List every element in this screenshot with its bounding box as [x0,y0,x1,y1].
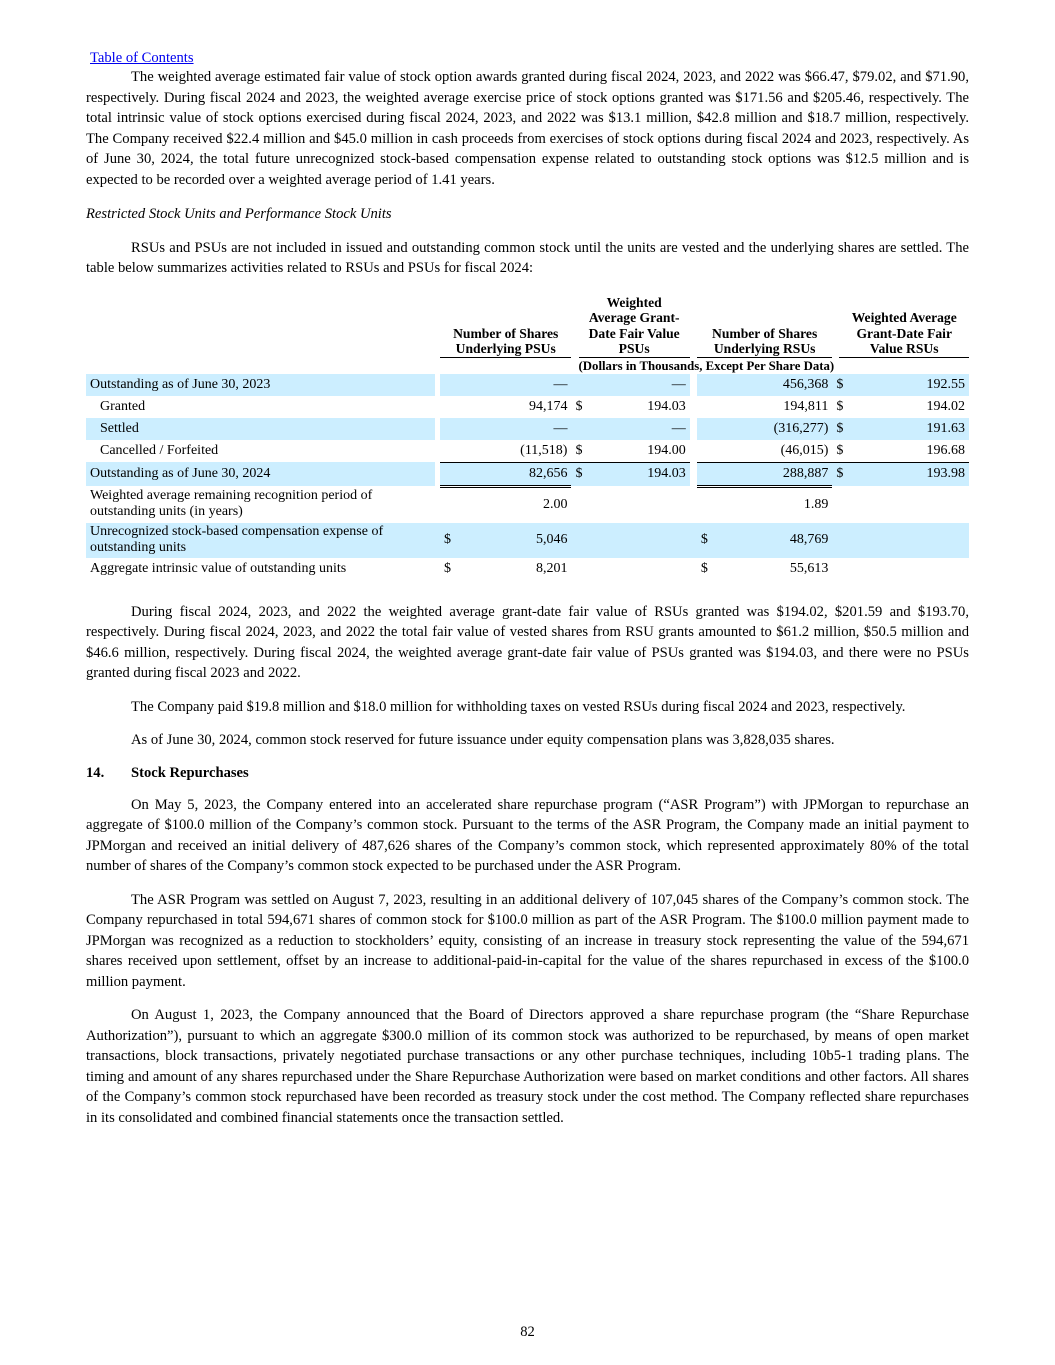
table-row [86,440,969,463]
row-label: Aggregate intrinsic value of outstanding units [90,560,347,576]
psu-fv-sign: $ [571,462,578,486]
rsu-summary-sign: $ [700,532,708,547]
table-row [86,486,969,523]
subheading-rsu-psu: Restricted Stock Units and Performance Stock Units [86,206,392,222]
psu-shares-cell: — [440,374,571,396]
rsu-shares-cell: 288,887 [697,462,833,486]
paragraph-share-repurchase-authorization: On August 1, 2023, the Company announced that the Board of Directors approved a share repurchase program (the “Share Repurchase Authorization”), pursuant to which an aggregate $300.0 million of its common stock was authorized to be repurchased, by means of open market transactions, block transactions, privately negotiated purchase transactions or any other purchase techniques, including 10b5-1 trading plans. The timing and amount of any shares repurchased under the Share Repurchase Authorization were based on market conditions and other factors. All shares of the Company’s common stock repurchased have been recorded as treasury stock under the cost method. The Company reflected share repurchases in its consolidated and combined financial statements once the transaction settled. [86,1007,969,1126]
header-psu-fair-value: Weighted Average Grant-Date Fair Value PSUs [579,295,690,358]
psu-summary-value: 8,201 [535,560,568,576]
rsu-summary-cell [697,523,833,558]
section-title: Stock Repurchases [131,764,249,781]
psu-summary-sign: $ [443,560,451,576]
psu-summary-cell [440,558,571,580]
psu-summary-sign: $ [443,532,451,547]
rsu-summary-sign: $ [700,560,708,576]
rsu-summary-value: 55,613 [789,560,829,576]
rsu-shares-cell: (46,015) [697,440,833,463]
rsu-fv-cell: 192.55 [839,374,969,396]
rsu-shares-cell: 194,811 [783,398,829,414]
header-rsu-fair-value: Weighted Average Grant-Date Fair Value RSUs [839,295,969,358]
psu-fv-cell: — [579,418,690,440]
paragraph-rsu-grant-values: During fiscal 2024, 2023, and 2022 the weighted average grant-date fair value of RSUs granted was $194.02, $201.59 and $193.70, respectively. During fiscal 2024, 2023, and 2022 the total fair value of vested shares from RSU grants amounted to $61.2 million, $50.5 million and $46.6 million, respectively. During fiscal 2024, the weighted average grant-date fair value of PSUs granted was $194.03, and there were no PSUs granted during fiscal 2023 and 2022. [86,603,969,681]
page-content [86,50,969,1128]
psu-fv-sign [571,418,578,440]
psu-fv-cell: 194.03 [579,462,690,486]
psu-shares-cell: (11,518) [440,440,571,463]
section-number: 14. [86,764,105,781]
paragraph-withholding-taxes: The Company paid $19.8 million and $18.0 million for withholding taxes on vested RSUs during fiscal 2024 and 2023, respectively. [131,698,906,715]
rsu-fv-sign: $ [832,440,839,463]
psu-summary-value: 5,046 [535,532,568,547]
rsu-fv-cell: 196.68 [839,440,969,463]
table-of-contents-link[interactable]: Table of Contents [90,50,194,66]
units-note: (Dollars in Thousands, Except Per Share Data) [578,358,835,373]
table-row [86,418,969,440]
psu-summary-cell [440,523,571,558]
psu-summary-cell [440,486,571,523]
row-label: Unrecognized stock-based compensation expense of outstanding units [86,523,435,558]
table-row [86,523,969,558]
row-label: Outstanding as of June 30, 2024 [86,462,435,486]
table-row [86,374,969,396]
rsu-fv-cell: 191.63 [839,418,969,440]
row-label: Weighted average remaining recognition period of outstanding units (in years) [90,488,373,520]
paragraph-asr-program: On May 5, 2023, the Company entered into an accelerated share repurchase program (“ASR Program”) with JPMorgan to repurchase an aggregate of $100.0 million of the Company’s common stock. Pursuant to the terms of the ASR Program, the Company made an initial payment to JPMorgan and received an initial delivery of 487,626 shares of the Company’s common stock, which represented approximately 80% of the total number of shares of the Company’s common stock expected to be purchased under the ASR Program. [86,796,969,874]
row-label: Settled [86,418,435,440]
rsu-fv-cell: 193.98 [839,462,969,486]
psu-shares-cell: 82,656 [440,462,571,486]
page-number: 82 [520,1324,535,1340]
psu-fv-cell: 194.03 [647,398,686,414]
paragraph-reserved-stock: As of June 30, 2024, common stock reserved for future issuance under equity compensation plans was 3,828,035 shares. [131,732,835,748]
header-psu-shares: Number of Shares Underlying PSUs [440,295,571,358]
rsu-shares-cell: 456,368 [697,374,833,396]
psu-fv-sign: $ [571,440,578,463]
header-rsu-shares: Number of Shares Underlying RSUs [697,295,833,358]
psu-shares-cell: 94,174 [528,398,568,414]
rsu-psu-activity-table [86,295,969,580]
row-label: Outstanding as of June 30, 2023 [86,374,435,396]
table-header-row [86,295,969,358]
rsu-fv-sign: $ [836,398,844,414]
units-note-row [86,357,969,374]
psu-fv-sign [571,374,578,396]
psu-fv-cell: — [579,374,690,396]
table-row [86,462,969,486]
psu-shares-cell: — [440,418,571,440]
psu-summary-value: 2.00 [542,497,568,512]
rsu-fv-sign: $ [832,462,839,486]
rsu-shares-cell: (316,277) [697,418,833,440]
psu-fv-sign: $ [575,398,583,414]
paragraph-stock-option-fair-value: The weighted average estimated fair value of stock option awards granted during fiscal 2024, 2023, and 2022 was $66.47, $79.02, and $71.90, respectively. During fiscal 2024 and 2023, the weighted average exercise price of stock options granted was $171.56 and $205.46, respectively. The total intrinsic value of stock options exercised during fiscal 2024, 2023, and 2022 was $13.1 million, $42.8 million and $18.7 million, respectively. The Company received $22.4 million and $45.0 million in cash proceeds from exercises of stock options during fiscal 2024 and 2023, respectively. As of June 30, 2024, the total future unrecognized stock-based compensation expense related to outstanding stock options was $12.5 million and is expected to be recorded over a weighted average period of 1.41 years. [86,69,969,188]
activity-rows [86,374,969,487]
section-heading-stock-repurchases [86,765,969,782]
summary-rows [86,486,969,580]
row-label: Cancelled / Forfeited [100,442,219,458]
row-label: Granted [100,398,146,414]
rsu-fv-cell: 194.02 [926,398,965,414]
rsu-summary-cell [697,558,833,580]
paragraph-rsu-psu-intro: RSUs and PSUs are not included in issued and outstanding common stock until the units are vested and the underlying shares are settled. The table below summarizes activities related to RSUs and PSUs for fiscal 2024: [86,239,969,276]
table-row [86,396,969,418]
table-row [86,558,969,580]
paragraph-asr-settlement: The ASR Program was settled on August 7, 2023, resulting in an additional delivery of 107,045 shares of the Company’s common stock. The Company repurchased in total 594,671 shares of common stock for $100.0 million as part of the ASR Program. The $100.0 million payment made to JPMorgan was recognized as a reduction to stockholders’ equity, consisting of an increase in treasury stock representing the value of the 594,671 shares received upon settlement, offset by an increase to additional-paid-in-capital for the value of the shares repurchased in excess of the $100.0 million payment. [86,891,969,990]
rsu-fv-sign: $ [832,418,839,440]
rsu-summary-value: 1.89 [803,497,829,512]
rsu-fv-sign: $ [832,374,839,396]
rsu-summary-cell [697,486,833,523]
rsu-summary-value: 48,769 [789,532,829,547]
psu-fv-cell: 194.00 [579,440,690,463]
